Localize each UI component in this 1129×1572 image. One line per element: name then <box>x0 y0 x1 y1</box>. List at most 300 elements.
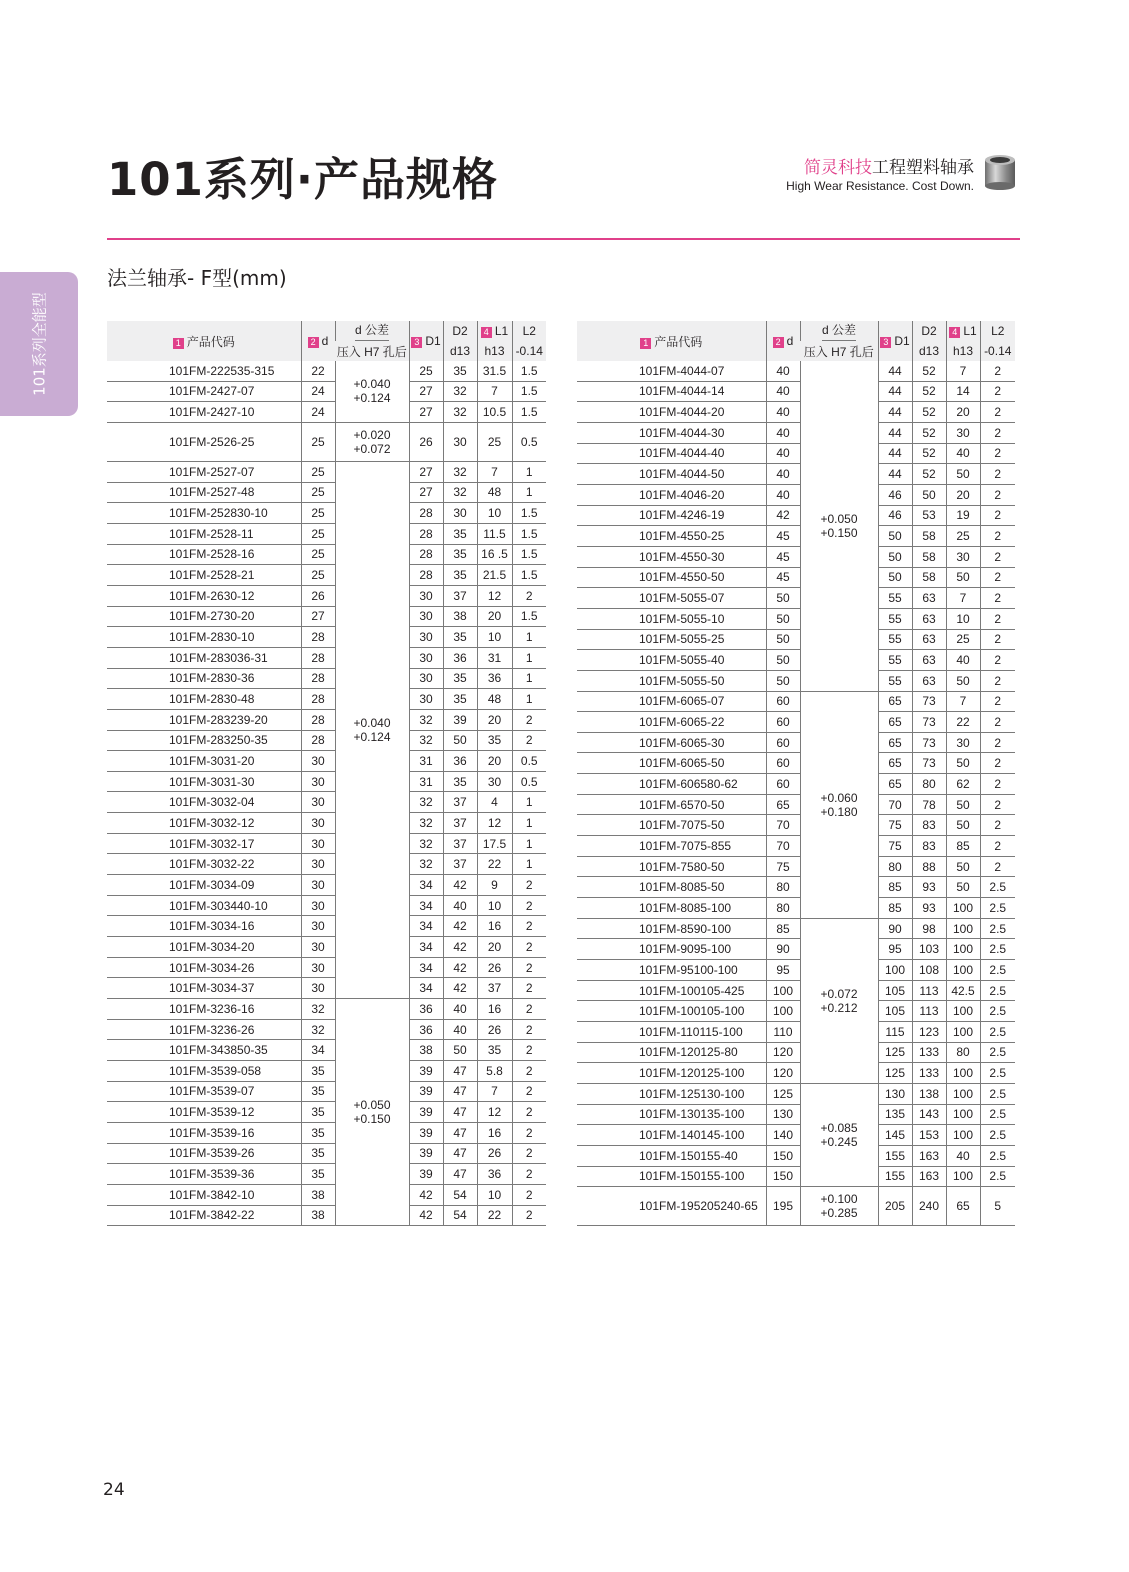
cell-D1: 30 <box>409 585 443 606</box>
cell-D1: 32 <box>409 730 443 751</box>
cell-L2: 2 <box>512 1122 546 1143</box>
cell-code: 101FM-2630-12 <box>107 585 301 606</box>
cell-d: 120 <box>766 1063 800 1084</box>
table-row <box>577 1104 1015 1125</box>
cell-L2: 2.5 <box>980 1083 1015 1104</box>
page-number: 24 <box>103 1480 125 1500</box>
table-row <box>107 854 546 875</box>
cell-L2: 2.5 <box>980 1063 1015 1084</box>
cell-code: 101FM-5055-50 <box>577 670 766 691</box>
cell-L2: 2 <box>980 422 1015 443</box>
cell-L2: 2 <box>512 1019 546 1040</box>
cell-L1: 50 <box>946 877 980 898</box>
cell-D1: 36 <box>409 999 443 1020</box>
table-row <box>107 422 546 461</box>
cell-D2: 36 <box>443 751 477 772</box>
cell-L1: 31 <box>477 647 512 668</box>
header-L2: L2 <box>980 321 1015 341</box>
cell-code: 101FM-7580-50 <box>577 856 766 877</box>
cell-code: 101FM-6570-50 <box>577 794 766 815</box>
cell-D2: 73 <box>912 691 946 712</box>
cell-code: 101FM-3032-17 <box>107 833 301 854</box>
cell-D2: 42 <box>443 875 477 896</box>
table-row <box>577 484 1015 505</box>
section-subtitle: 法兰轴承- F型(mm) <box>107 266 287 290</box>
cell-L1: 16 <box>477 999 512 1020</box>
cell-d: 90 <box>766 939 800 960</box>
cell-code: 101FM-125130-100 <box>577 1083 766 1104</box>
cell-D1: 50 <box>878 546 912 567</box>
cell-D2: 63 <box>912 650 946 671</box>
cell-L2: 2.5 <box>980 960 1015 981</box>
cell-code: 101FM-606580-62 <box>577 774 766 795</box>
cell-D1: 32 <box>409 854 443 875</box>
cell-D1: 31 <box>409 751 443 772</box>
cell-code: 101FM-4044-20 <box>577 402 766 423</box>
cell-L2: 2.5 <box>980 1145 1015 1166</box>
cell-d: 40 <box>766 422 800 443</box>
cell-d: 30 <box>301 978 335 999</box>
cell-L2: 2 <box>980 567 1015 588</box>
cell-D2: 52 <box>912 464 946 485</box>
cell-L1: 11.5 <box>477 523 512 544</box>
cell-D2: 30 <box>443 503 477 524</box>
header-D2: D2 <box>443 321 477 341</box>
cell-D2: 52 <box>912 443 946 464</box>
cell-L1: 9 <box>477 875 512 896</box>
cell-d: 45 <box>766 567 800 588</box>
header-D2: D2 <box>912 321 946 341</box>
cell-d: 125 <box>766 1083 800 1104</box>
cell-d: 80 <box>766 877 800 898</box>
cell-d: 60 <box>766 753 800 774</box>
cell-d: 70 <box>766 836 800 857</box>
cell-D2: 73 <box>912 712 946 733</box>
cell-D1: 44 <box>878 443 912 464</box>
cell-L2: 2 <box>512 937 546 958</box>
cell-D1: 34 <box>409 875 443 896</box>
table-row <box>107 627 546 648</box>
header-L1-tol: h13 <box>477 341 512 361</box>
cell-D1: 32 <box>409 833 443 854</box>
cell-L1: 30 <box>946 422 980 443</box>
table-row <box>107 1143 546 1164</box>
cell-L2: 2 <box>980 670 1015 691</box>
cell-D2: 163 <box>912 1145 946 1166</box>
table-row <box>107 730 546 751</box>
cell-L1: 40 <box>946 443 980 464</box>
cell-d: 50 <box>766 588 800 609</box>
cell-d: 28 <box>301 668 335 689</box>
cell-code: 101FM-4550-50 <box>577 567 766 588</box>
cell-L1: 50 <box>946 670 980 691</box>
cell-L1: 50 <box>946 815 980 836</box>
cell-L1: 50 <box>946 567 980 588</box>
cell-L1: 30 <box>477 771 512 792</box>
cell-D1: 95 <box>878 939 912 960</box>
cell-L2: 2 <box>980 629 1015 650</box>
table-row <box>107 1122 546 1143</box>
cell-L1: 7 <box>946 588 980 609</box>
cell-L2: 2 <box>512 1184 546 1205</box>
cell-code: 101FM-3539-26 <box>107 1143 301 1164</box>
cell-L1: 26 <box>477 957 512 978</box>
cell-L2: 2.5 <box>980 980 1015 1001</box>
cell-D2: 240 <box>912 1187 946 1226</box>
cell-d: 50 <box>766 629 800 650</box>
cell-D1: 39 <box>409 1122 443 1143</box>
cell-L2: 1.5 <box>512 503 546 524</box>
cell-code: 101FM-2528-16 <box>107 544 301 565</box>
cell-D1: 32 <box>409 709 443 730</box>
cell-D1: 39 <box>409 1164 443 1185</box>
cell-d: 28 <box>301 709 335 730</box>
cell-d: 34 <box>301 1040 335 1061</box>
cell-d: 25 <box>301 523 335 544</box>
cell-L2: 2 <box>512 1040 546 1061</box>
cell-D1: 105 <box>878 980 912 1001</box>
cell-D2: 63 <box>912 588 946 609</box>
cell-code: 101FM-252830-10 <box>107 503 301 524</box>
cell-D1: 30 <box>409 627 443 648</box>
cell-code: 101FM-140145-100 <box>577 1125 766 1146</box>
header-D1: 3 D1 <box>878 321 912 361</box>
brand-product: 工程塑料轴承 <box>872 158 974 178</box>
cell-L2: 2 <box>980 361 1015 381</box>
cell-L2: 2 <box>512 999 546 1020</box>
cell-D1: 42 <box>409 1184 443 1205</box>
cell-code: 101FM-283239-20 <box>107 709 301 730</box>
cell-L1: 20 <box>477 937 512 958</box>
tolerance-upper: +0.050 <box>820 511 858 526</box>
cell-code: 101FM-3034-16 <box>107 916 301 937</box>
table-row <box>577 1022 1015 1043</box>
header-d: 2 d <box>301 321 335 361</box>
cell-D1: 70 <box>878 794 912 815</box>
cell-tolerance <box>335 999 409 1226</box>
cell-L2: 2 <box>980 546 1015 567</box>
cell-d: 50 <box>766 608 800 629</box>
table-row <box>107 668 546 689</box>
cell-D2: 30 <box>443 422 477 461</box>
cell-D2: 93 <box>912 877 946 898</box>
cell-L1: 25 <box>946 526 980 547</box>
table-row <box>107 402 546 423</box>
cell-L1: 35 <box>477 730 512 751</box>
cell-code: 101FM-2830-36 <box>107 668 301 689</box>
cell-d: 38 <box>301 1184 335 1205</box>
cell-d: 140 <box>766 1125 800 1146</box>
tolerance-upper: +0.050 <box>353 1098 391 1113</box>
cell-d: 100 <box>766 1001 800 1022</box>
cell-L1: 35 <box>477 1040 512 1061</box>
cell-D2: 123 <box>912 1022 946 1043</box>
cell-D1: 85 <box>878 877 912 898</box>
cell-d: 32 <box>301 1019 335 1040</box>
cell-L2: 2 <box>512 709 546 730</box>
cell-L2: 2 <box>980 836 1015 857</box>
side-tab <box>0 272 78 416</box>
cell-D2: 83 <box>912 815 946 836</box>
cell-code: 101FM-2528-11 <box>107 523 301 544</box>
table-row <box>577 1187 1015 1226</box>
cell-D2: 40 <box>443 999 477 1020</box>
cell-L2: 1 <box>512 833 546 854</box>
cell-L1: 100 <box>946 918 980 939</box>
cell-code: 101FM-4044-30 <box>577 422 766 443</box>
cell-d: 35 <box>301 1081 335 1102</box>
table-row <box>577 980 1015 1001</box>
cell-L2: 1.5 <box>512 565 546 586</box>
cell-d: 30 <box>301 895 335 916</box>
cell-L1: 100 <box>946 939 980 960</box>
cell-code: 101FM-3539-07 <box>107 1081 301 1102</box>
cell-D1: 26 <box>409 422 443 461</box>
cell-D1: 125 <box>878 1063 912 1084</box>
brand-cn <box>786 158 974 178</box>
cell-D2: 38 <box>443 606 477 627</box>
cell-L1: 7 <box>477 1081 512 1102</box>
cell-D2: 47 <box>443 1143 477 1164</box>
cell-code: 101FM-4246-19 <box>577 505 766 526</box>
cell-D1: 39 <box>409 1061 443 1082</box>
cell-tolerance <box>800 1187 878 1226</box>
table-row <box>107 1061 546 1082</box>
table-row <box>107 585 546 606</box>
cell-L1: 36 <box>477 1164 512 1185</box>
cell-d: 120 <box>766 1042 800 1063</box>
cell-L1: 7 <box>477 461 512 482</box>
cell-L2: 2.5 <box>980 1022 1015 1043</box>
header-L2-tol: -0.14 <box>980 341 1015 361</box>
cell-L1: 100 <box>946 1125 980 1146</box>
header-L1: 4 L1 <box>946 321 980 341</box>
cell-L2: 2 <box>980 794 1015 815</box>
header-tol: d 公差 <box>800 321 878 341</box>
cell-D2: 40 <box>443 895 477 916</box>
cell-code: 101FM-7075-855 <box>577 836 766 857</box>
cell-L1: 22 <box>477 854 512 875</box>
cell-code: 101FM-222535-315 <box>107 361 301 381</box>
cell-D2: 63 <box>912 629 946 650</box>
cell-D1: 155 <box>878 1145 912 1166</box>
cell-D1: 155 <box>878 1166 912 1187</box>
table-row <box>577 505 1015 526</box>
cell-D2: 133 <box>912 1042 946 1063</box>
cell-d: 25 <box>301 482 335 503</box>
cell-D2: 37 <box>443 854 477 875</box>
cell-code: 101FM-2427-07 <box>107 381 301 402</box>
cell-L1: 10 <box>477 895 512 916</box>
cell-L2: 2.5 <box>980 898 1015 919</box>
cell-L2: 1 <box>512 461 546 482</box>
tolerance-upper: +0.085 <box>820 1121 858 1136</box>
cell-L2: 1.5 <box>512 523 546 544</box>
cell-D1: 34 <box>409 895 443 916</box>
cell-L2: 2 <box>980 505 1015 526</box>
table-row <box>577 629 1015 650</box>
header-L2: L2 <box>512 321 546 341</box>
table-row <box>577 877 1015 898</box>
table-row <box>107 999 546 1020</box>
cell-code: 101FM-6065-22 <box>577 712 766 733</box>
cell-L2: 2 <box>512 1205 546 1226</box>
cell-L1: 36 <box>477 668 512 689</box>
cell-code: 101FM-283250-35 <box>107 730 301 751</box>
table-row <box>107 606 546 627</box>
cell-D1: 42 <box>409 1205 443 1226</box>
table-row <box>107 751 546 772</box>
cell-L1: 42.5 <box>946 980 980 1001</box>
cell-L2: 0.5 <box>512 751 546 772</box>
cell-tolerance <box>800 691 878 918</box>
cell-D1: 90 <box>878 918 912 939</box>
table-row <box>107 1205 546 1226</box>
cell-L2: 2.5 <box>980 1042 1015 1063</box>
cell-D2: 32 <box>443 482 477 503</box>
cell-L1: 20 <box>477 606 512 627</box>
cell-d: 35 <box>301 1102 335 1123</box>
cell-L2: 2 <box>512 875 546 896</box>
cell-D2: 50 <box>912 484 946 505</box>
cell-L2: 2 <box>980 381 1015 402</box>
cell-code: 101FM-4044-14 <box>577 381 766 402</box>
cell-code: 101FM-120125-80 <box>577 1042 766 1063</box>
cell-tolerance <box>800 1083 878 1186</box>
cell-d: 95 <box>766 960 800 981</box>
cell-D2: 93 <box>912 898 946 919</box>
cell-L2: 2 <box>980 732 1015 753</box>
table-row <box>107 916 546 937</box>
cell-L1: 10.5 <box>477 402 512 423</box>
cell-D1: 65 <box>878 753 912 774</box>
cell-D1: 65 <box>878 774 912 795</box>
cell-L2: 2 <box>512 957 546 978</box>
table-row <box>577 712 1015 733</box>
cell-L1: 80 <box>946 1042 980 1063</box>
table-row <box>577 732 1015 753</box>
cell-D2: 113 <box>912 1001 946 1022</box>
cell-L1: 50 <box>946 856 980 877</box>
cell-D2: 35 <box>443 627 477 648</box>
cell-code: 101FM-6065-07 <box>577 691 766 712</box>
table-row <box>107 1081 546 1102</box>
cell-L2: 1 <box>512 813 546 834</box>
cell-L2: 0.5 <box>512 771 546 792</box>
cell-d: 85 <box>766 918 800 939</box>
cell-D2: 58 <box>912 546 946 567</box>
cell-D2: 98 <box>912 918 946 939</box>
cell-D1: 34 <box>409 978 443 999</box>
cell-L1: 100 <box>946 1063 980 1084</box>
cell-L1: 100 <box>946 1001 980 1022</box>
cell-d: 50 <box>766 650 800 671</box>
cell-D1: 205 <box>878 1187 912 1226</box>
table-row <box>577 670 1015 691</box>
cell-D1: 27 <box>409 402 443 423</box>
cell-D2: 35 <box>443 523 477 544</box>
cell-code: 101FM-5055-07 <box>577 588 766 609</box>
cell-D2: 35 <box>443 361 477 381</box>
table-row <box>577 422 1015 443</box>
cell-L2: 2 <box>980 856 1015 877</box>
cell-L2: 1 <box>512 792 546 813</box>
cell-D1: 30 <box>409 647 443 668</box>
table-row <box>577 1145 1015 1166</box>
cell-L1: 37 <box>477 978 512 999</box>
cell-D2: 153 <box>912 1125 946 1146</box>
cell-D2: 42 <box>443 978 477 999</box>
table-row <box>107 709 546 730</box>
table-row <box>577 588 1015 609</box>
cell-D2: 63 <box>912 670 946 691</box>
cell-code: 101FM-3539-36 <box>107 1164 301 1185</box>
cell-D2: 73 <box>912 732 946 753</box>
cell-code: 101FM-4550-30 <box>577 546 766 567</box>
cell-D2: 47 <box>443 1061 477 1082</box>
cell-d: 35 <box>301 1143 335 1164</box>
tolerance-lower: +0.180 <box>820 804 858 819</box>
cell-d: 30 <box>301 957 335 978</box>
cell-L1: 100 <box>946 1166 980 1187</box>
cell-D2: 143 <box>912 1104 946 1125</box>
cell-L1: 16 .5 <box>477 544 512 565</box>
cell-D1: 130 <box>878 1083 912 1104</box>
cell-L1: 85 <box>946 836 980 857</box>
table-row <box>577 898 1015 919</box>
cell-L1: 62 <box>946 774 980 795</box>
cell-d: 75 <box>766 856 800 877</box>
cell-D2: 58 <box>912 526 946 547</box>
cell-L2: 2 <box>980 774 1015 795</box>
table-row <box>107 565 546 586</box>
header-tol-sub: 压入 H7 孔后 <box>800 341 878 361</box>
cell-L2: 0.5 <box>512 422 546 461</box>
cell-D2: 52 <box>912 402 946 423</box>
table-row <box>107 1019 546 1040</box>
cell-L2: 1 <box>512 627 546 648</box>
cell-L2: 1.5 <box>512 606 546 627</box>
cell-code: 101FM-110115-100 <box>577 1022 766 1043</box>
cell-L1: 100 <box>946 960 980 981</box>
cell-D2: 37 <box>443 585 477 606</box>
table-row <box>107 523 546 544</box>
cell-D2: 47 <box>443 1081 477 1102</box>
cell-L1: 20 <box>946 402 980 423</box>
table-row <box>107 647 546 668</box>
cell-D1: 46 <box>878 484 912 505</box>
cell-L1: 17.5 <box>477 833 512 854</box>
cell-d: 35 <box>301 1061 335 1082</box>
cell-L1: 19 <box>946 505 980 526</box>
table-row <box>577 567 1015 588</box>
cell-L1: 14 <box>946 381 980 402</box>
cell-d: 25 <box>301 565 335 586</box>
cell-L2: 2 <box>512 916 546 937</box>
cell-L2: 2 <box>980 484 1015 505</box>
cell-d: 50 <box>766 670 800 691</box>
cell-D1: 27 <box>409 381 443 402</box>
cell-code: 101FM-5055-25 <box>577 629 766 650</box>
cell-D2: 39 <box>443 709 477 730</box>
table-row <box>577 361 1015 381</box>
cell-D1: 125 <box>878 1042 912 1063</box>
cell-D2: 54 <box>443 1205 477 1226</box>
cell-code: 101FM-9095-100 <box>577 939 766 960</box>
table-row <box>577 381 1015 402</box>
cell-code: 101FM-3842-22 <box>107 1205 301 1226</box>
cell-D1: 55 <box>878 629 912 650</box>
